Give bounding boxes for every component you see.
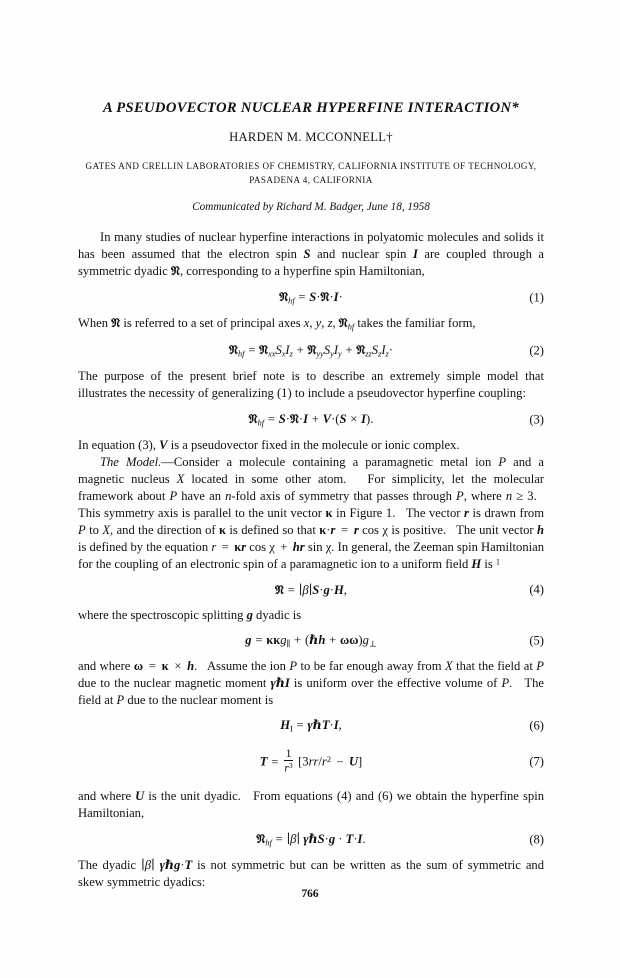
equation-2-number: (2) <box>529 342 544 357</box>
paragraph-unit-dyadic: and where U is the unit dyadic. From equations (4) and (6) we obtain the hyperfine spin Hamiltonian, <box>78 789 545 821</box>
equation-7-number: (7) <box>529 754 544 769</box>
affiliation-line-2: PASADENA 4, CALIFORNIA <box>249 174 373 185</box>
paragraph-field-at-p: and where ω = κ × h. Assume the ion P to be far enough away from X that the field at P due to the nuclear magnetic moment γℏI is uniform over the effective volume of P. The field at P due to the nuclear moment is <box>78 659 544 708</box>
the-model-lead: The Model. <box>100 455 162 470</box>
equation-5-number: (5) <box>529 633 544 648</box>
equation-6-number: (6) <box>529 718 544 733</box>
equation-1-number: (1) <box>529 290 544 305</box>
author-name: HARDEN M. MCCONNELL† <box>229 130 393 144</box>
paragraph-eq3-note: In equation (3), V is a pseudovector fixed in the molecule or ionic complex. <box>78 438 460 453</box>
equation-2 <box>78 342 544 359</box>
equation-5 <box>78 633 544 649</box>
page-number: 766 <box>301 888 319 900</box>
paragraph-principal-axes: When 𝔑 is referred to a set of principal axes x, y, z, 𝔑$_{hf}$ takes the familiar form, <box>78 315 476 332</box>
equation-3-body: 𝔑$_{hf}$ = S·𝔑·I + V·(S × I). <box>248 411 374 428</box>
equation-3-number: (3) <box>529 412 544 427</box>
equation-7-body: T = $\frac{1}{r^3}$ $[3rr/r^2 - U]$ <box>259 747 363 775</box>
paragraph-purpose: The purpose of the present brief note is to describe an extremely simple model that illustrates the necessity of generalizing (1) to include a pseudovector hyperfine coupling: <box>78 369 544 401</box>
equation-7 <box>78 748 544 775</box>
equation-4-body: 𝔑 = ∣β∣S·g·H, <box>275 581 347 597</box>
equation-6-body: $H_I$ = γℏT·I, <box>280 718 342 734</box>
equation-1 <box>78 289 544 306</box>
equation-2-body: 𝔑$_{hf}$ = $𝔑_{xx}S_xI_z$ + $𝔑_{yy}S_yI_y$ + $𝔑_{zz}S_zI_z\cdot$ <box>229 341 393 359</box>
affiliation-line-1: GATES AND CRELLIN LABORATORIES OF CHEMISTRY, CALIFORNIA INSTITUTE OF TECHNOLOGY, <box>85 161 537 171</box>
equation-8-body: 𝔑$_{hf}$ = ∣β∣ γℏS·g · T·I. <box>256 830 366 848</box>
affiliation <box>78 160 544 187</box>
equation-8 <box>78 831 544 848</box>
communicated-by: Communicated by Richard M. Badger, June 18, 1958 <box>192 201 430 214</box>
page-content <box>78 100 544 891</box>
equation-5-body: g = κκg$_\parallel$ + (ℏh + $\omega\omega)g_\perp$ <box>245 632 377 649</box>
equation-6 <box>78 718 544 734</box>
equation-3 <box>78 411 544 428</box>
paragraph-intro: In many studies of nuclear hyperfine interactions in polyatomic molecules and solids it has been assumed that the electron spin S and nuclear spin I are coupled through a symmetric dyadic 𝔑, corresponding to a hyperfine spin Hamiltonian, <box>78 230 545 279</box>
equation-4-number: (4) <box>529 582 544 597</box>
paragraph-the-model: The Model.—Consider a molecule containing a paramagnetic metal ion P and a magnetic nucleus X located in some other atom. For simplicity, let the molecular framework about P have an n-fold axis of symmetry that passes through P, where n ≥ 3. This symmetry axis is parallel to the unit vector κ in Figure 1. The vector r is drawn from P to X, and the direction of κ is defined so that κ·r = r cos χ is positive. The unit vector h is defined by the equation r = κr cos χ + hr sin χ. In general, the Zeeman spin Hamiltonian for the coupling of an electronic spin of a paramagnetic ion to a uniform field H is $^1$ <box>78 455 545 571</box>
paragraph-g-dyadic: where the spectroscopic splitting g dyadic is <box>78 607 302 622</box>
equation-1-body: 𝔑$_{hf}$ = S·𝔑·I· <box>279 289 343 306</box>
page-title: A PSEUDOVECTOR NUCLEAR HYPERFINE INTERACTION* <box>102 100 520 116</box>
equation-4 <box>78 582 544 598</box>
paragraph-skew-dyadics: The dyadic ∣β∣ γℏg·T is not symmetric but can be written as the sum of symmetric and skew symmetric dyadics: <box>78 858 544 890</box>
equation-8-number: (8) <box>529 832 544 847</box>
